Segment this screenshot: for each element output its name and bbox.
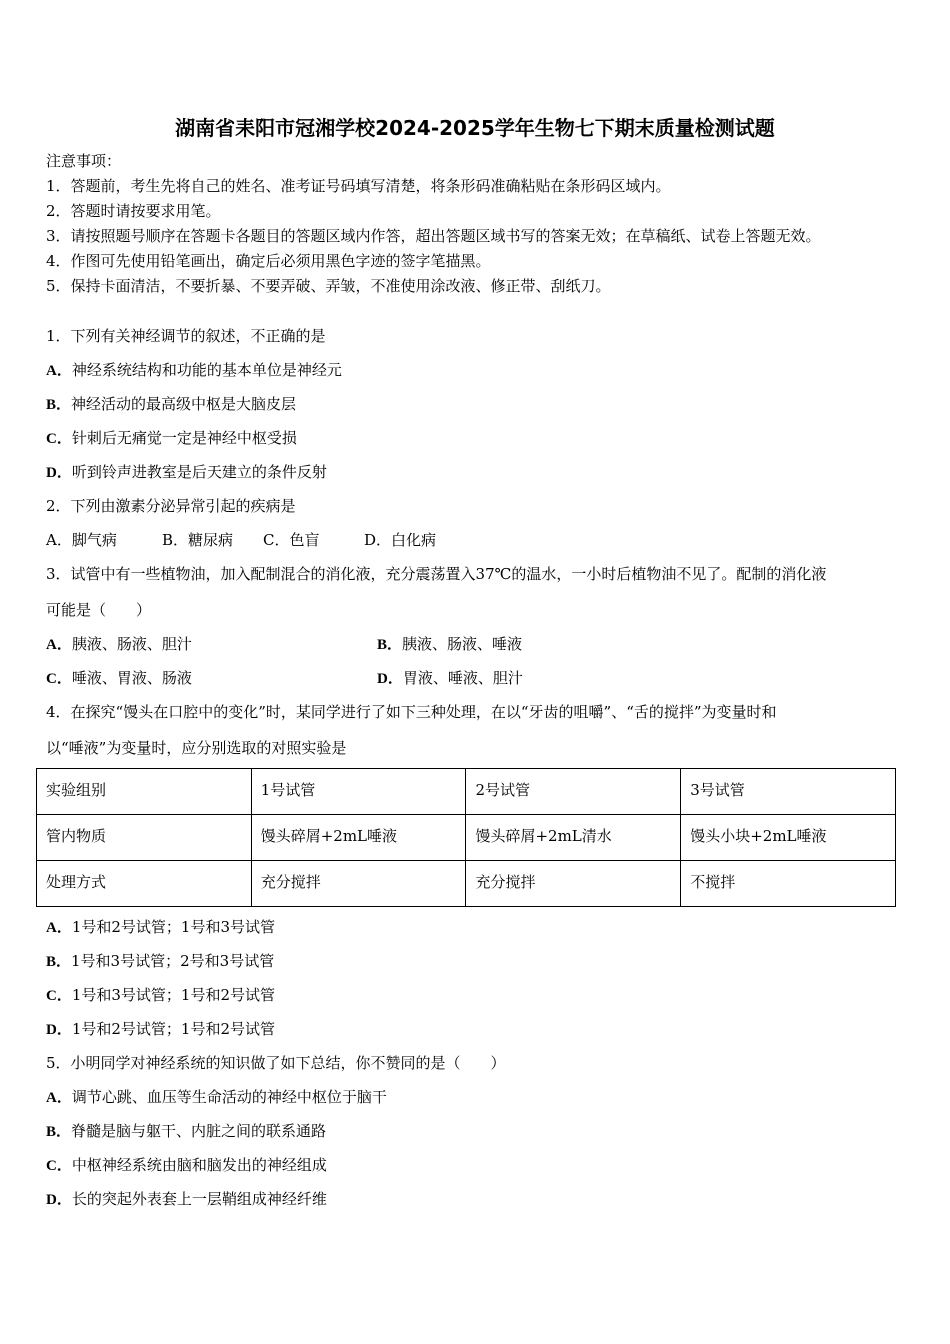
option-label: A． <box>46 1090 72 1106</box>
q2-stem: 2．下列由激素分泌异常引起的疾病是 <box>46 497 296 515</box>
exam-title: 湖南省耒阳市冠湘学校2024-2025学年生物七下期末质量检测试题 <box>175 116 775 140</box>
q3-option-c <box>46 668 192 689</box>
q3-option-d <box>377 668 523 689</box>
option-text: 长的突起外表套上一层鞘组成神经纤维 <box>71 1190 327 1208</box>
option-label: D． <box>46 1192 72 1208</box>
q4-option-a <box>46 917 275 938</box>
option-text: 色盲 <box>289 531 320 549</box>
q4-option-c <box>46 985 275 1006</box>
option-label: C． <box>263 531 290 549</box>
option-text: 1号和3号试管；2号和3号试管 <box>71 952 275 970</box>
q5-option-d <box>46 1189 327 1210</box>
option-text: 1号和2号试管；1号和2号试管 <box>71 1020 276 1038</box>
option-text: 中枢神经系统由脑和脑发出的神经组成 <box>71 1156 327 1174</box>
q3-option-b <box>377 634 522 655</box>
option-text: 脚气病 <box>71 531 117 549</box>
q1-option-a <box>46 360 342 381</box>
option-label: D． <box>46 465 72 481</box>
option-text: 胰液、肠液、唾液 <box>402 635 523 653</box>
notes-item-1: 1．答题前，考生先将自己的姓名、准考证号码填写清楚，将条形码准确粘贴在条形码区域内。 <box>46 177 671 195</box>
table-cell: 馒头碎屑+2mL唾液 <box>251 815 466 861</box>
option-label: D． <box>46 1022 72 1038</box>
option-label: B． <box>46 397 72 413</box>
table-cell: 实验组别 <box>37 769 252 815</box>
experiment-table <box>36 768 896 907</box>
option-text: 糖尿病 <box>188 531 234 549</box>
table-cell: 充分搅拌 <box>251 861 466 907</box>
option-label: D． <box>364 531 392 549</box>
notes-item-5: 5．保持卡面清洁，不要折暴、不要弄破、弄皱，不准使用涂改液、修正带、刮纸刀。 <box>46 277 611 295</box>
q4-stem-line-2: 以“唾液”为变量时，应分别选取的对照实验是 <box>46 739 347 757</box>
option-label: D． <box>377 671 403 687</box>
table-row <box>37 769 896 815</box>
q4-stem-line-1: 4．在探究“馒头在口腔中的变化”时，某同学进行了如下三种处理，在以“牙齿的咀嚼”、“舌的搅拌”为变量时和 <box>46 703 777 721</box>
option-text: 调节心跳、血压等生命活动的神经中枢位于脑干 <box>71 1088 387 1106</box>
option-label: B． <box>162 531 189 549</box>
q3-option-a <box>46 634 192 655</box>
option-text: 白化病 <box>391 531 437 549</box>
option-label: C． <box>46 988 72 1004</box>
q5-option-c <box>46 1155 327 1176</box>
notes-item-2: 2．答题时请按要求用笔。 <box>46 202 221 220</box>
notes-header: 注意事项： <box>46 152 122 170</box>
table-cell: 3号试管 <box>681 769 896 815</box>
q5-option-b <box>46 1121 326 1142</box>
notes-item-4: 4．作图可先使用铅笔画出，确定后必须用黑色字迹的签字笔描黑。 <box>46 252 491 270</box>
option-text: 针刺后无痛觉一定是神经中枢受损 <box>71 429 297 447</box>
q1-option-c <box>46 428 297 449</box>
q1-option-d <box>46 462 327 483</box>
table-cell: 馒头碎屑+2mL清水 <box>466 815 681 861</box>
option-text: 胃液、唾液、胆汁 <box>402 669 523 687</box>
option-label: C． <box>46 431 72 447</box>
q5-stem: 5．小明同学对神经系统的知识做了如下总结，你不赞同的是（ ） <box>46 1054 506 1072</box>
q2-option-a <box>46 530 117 550</box>
table-row <box>37 861 896 907</box>
option-text: 胰液、肠液、胆汁 <box>71 635 192 653</box>
option-label: A． <box>46 531 72 549</box>
option-text: 1号和2号试管；1号和3号试管 <box>71 918 276 936</box>
q4-option-d <box>46 1019 275 1040</box>
table-cell: 充分搅拌 <box>466 861 681 907</box>
notes-item-3: 3．请按照题号顺序在答题卡各题目的答题区域内作答，超出答题区域书写的答案无效；在草稿纸、试卷上答题无效。 <box>46 227 821 245</box>
table-cell: 处理方式 <box>37 861 252 907</box>
option-label: B． <box>377 637 403 653</box>
option-text: 听到铃声进教室是后天建立的条件反射 <box>71 463 327 481</box>
option-label: A． <box>46 637 72 653</box>
option-text: 神经活动的最高级中枢是大脑皮层 <box>71 395 297 413</box>
option-label: B． <box>46 954 72 970</box>
table-cell: 不搅拌 <box>681 861 896 907</box>
q2-option-d <box>364 530 436 550</box>
option-label: C． <box>46 671 72 687</box>
q3-stem-line-2: 可能是（ ） <box>46 601 152 619</box>
option-text: 脊髓是脑与躯干、内脏之间的联系通路 <box>71 1122 327 1140</box>
option-text: 神经系统结构和功能的基本单位是神经元 <box>71 361 342 379</box>
option-label: A． <box>46 363 72 379</box>
option-text: 唾液、胃液、肠液 <box>71 669 192 687</box>
table-row <box>37 815 896 861</box>
q4-option-b <box>46 951 274 972</box>
table-cell: 1号试管 <box>251 769 466 815</box>
option-label: B． <box>46 1124 72 1140</box>
option-label: C． <box>46 1158 72 1174</box>
q3-stem-line-1: 3．试管中有一些植物油，加入配制混合的消化液，充分震荡置入37℃的温水，一小时后植物油不见了。配制的消化液 <box>46 565 827 583</box>
q2-option-c <box>263 530 320 550</box>
q1-stem: 1．下列有关神经调节的叙述，不正确的是 <box>46 327 326 345</box>
q5-option-a <box>46 1087 387 1108</box>
option-label: A． <box>46 920 72 936</box>
q1-option-b <box>46 394 296 415</box>
q2-option-b <box>162 530 233 550</box>
table-cell: 2号试管 <box>466 769 681 815</box>
option-text: 1号和3号试管；1号和2号试管 <box>71 986 276 1004</box>
table-cell: 馒头小块+2mL唾液 <box>681 815 896 861</box>
table-cell: 管内物质 <box>37 815 252 861</box>
